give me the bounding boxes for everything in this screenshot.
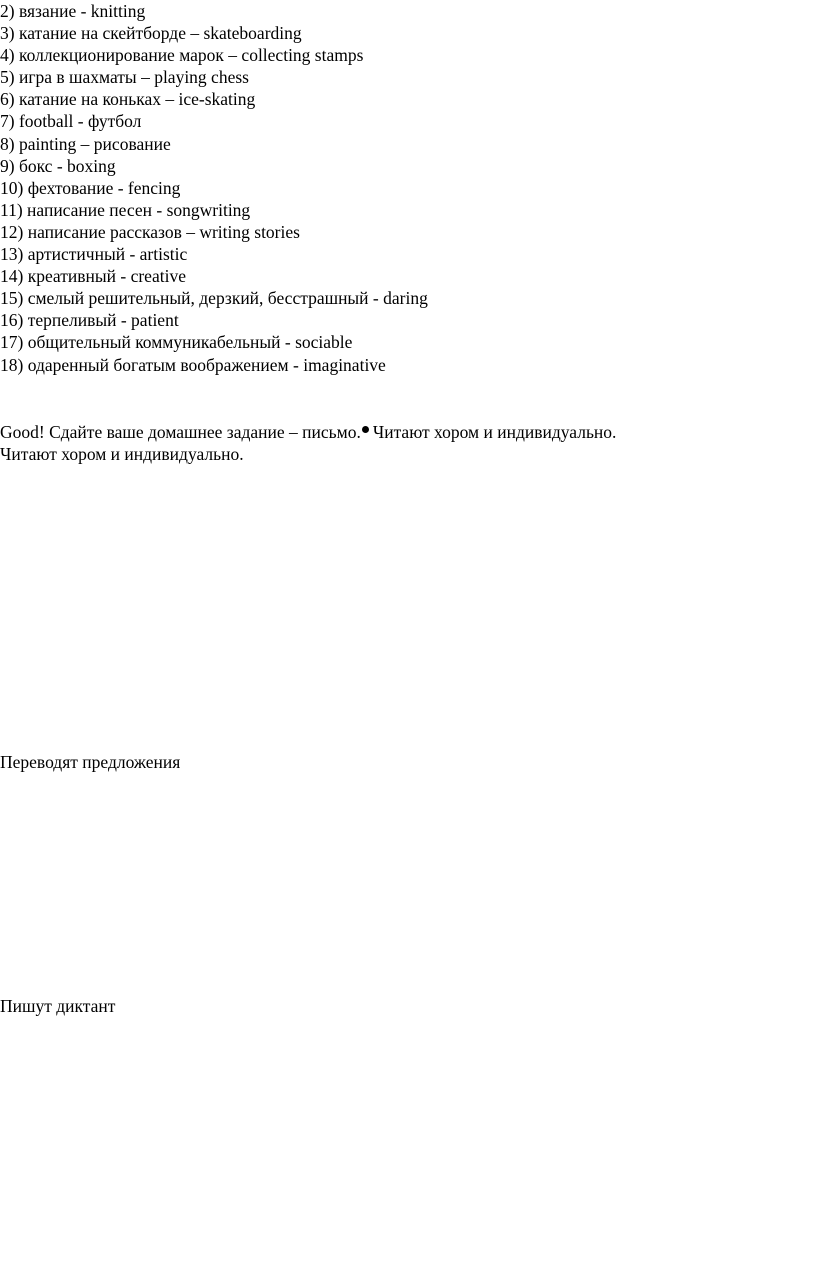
list-item: 17) общительный коммуникабельный - sociable [0, 332, 353, 353]
dictation-note: Пишут диктант [0, 996, 116, 1016]
list-item: 18) одаренный богатым воображением - imaginative [0, 354, 386, 375]
list-item: 7) football - футбол [0, 111, 142, 132]
list-item: 2) вязание - knitting [0, 1, 146, 21]
list-item: 6) катание на коньках – ice-skating [0, 89, 256, 110]
homework-second-line: Читают хором и индивидуально. [0, 444, 244, 464]
list-item: 12) написание рассказов – writing stories [0, 221, 300, 242]
homework-text: Good! Сдайте ваше домашнее задание – письмо. [0, 422, 361, 442]
translate-note: Переводят предложения [0, 752, 181, 772]
bullet-icon [362, 426, 369, 433]
list-item: 3) катание на скейтборде – skateboarding [0, 23, 302, 44]
list-item: 4) коллекционирование марок – collecting stamps [0, 45, 364, 66]
list-item: 8) painting – рисование [0, 133, 171, 154]
list-item: 15) смелый решительный, дерзкий, бесстрашный - daring [0, 288, 428, 309]
vocabulary-list [0, 0, 428, 376]
list-item: 13) артистичный - artistic [0, 244, 188, 265]
list-item: 16) терпеливый - patient [0, 310, 179, 331]
list-item: 9) бокс - boxing [0, 155, 116, 176]
list-item: 5) игра в шахматы – playing chess [0, 67, 249, 88]
list-item: 10) фехтование - fencing [0, 177, 181, 198]
homework-paragraph [0, 421, 616, 443]
list-item: 14) креативный - creative [0, 266, 186, 287]
list-item: 11) написание песен - songwriting [0, 199, 251, 220]
homework-reading-text: Читают хором и индивидуально. [372, 422, 617, 442]
